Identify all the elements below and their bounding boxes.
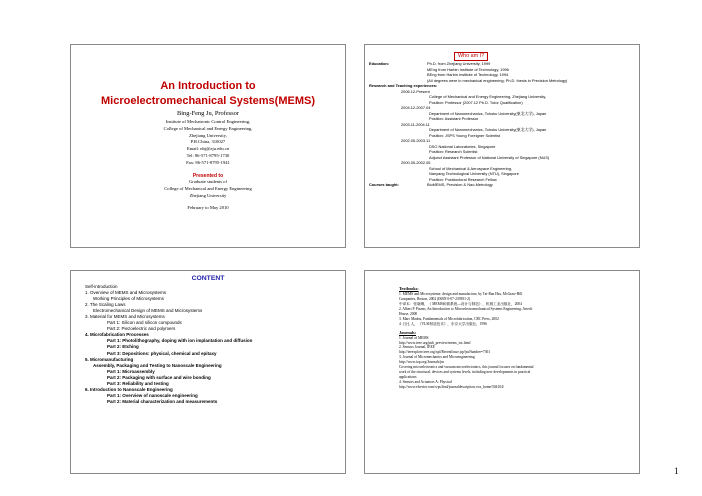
toc-item: Part 1: Silicon and silicon compounds [107, 320, 182, 326]
toc-item: Part 2: Etching [107, 344, 139, 350]
who-am-i-badge: Who am I? [454, 52, 488, 61]
period-detail: Position: Professor (2007.12 Ph.D. Tutor Qualification) [429, 99, 523, 105]
period-detail: DSO National Laboratories, Singapore [429, 143, 496, 149]
period: 2004.12-2007.04 [401, 105, 431, 110]
courses-label: Courses taught: [369, 182, 399, 187]
toc-item: Electromechanical Design of MEMS and Microsystems [93, 308, 203, 314]
slide-references [364, 270, 640, 474]
toc-item: 6. Introduction to Nanoscale Engineering [85, 386, 173, 392]
toc-item: Part 1: Microassembly [107, 368, 155, 374]
period-detail: Position: Assistant Professor [429, 116, 479, 121]
toc-item: Part 2: Piezoelectric and polymers [107, 326, 176, 332]
journal-item: 1. Journal of MEMS [399, 335, 429, 340]
period-detail: Position: JSPS Young Foreigner Scientist [429, 132, 501, 138]
journal-description: applications. [399, 375, 418, 380]
journal-url: http://www.iop.org/Journals/jm [399, 360, 445, 365]
toc-item: 2. The Scaling Laws [85, 302, 126, 308]
slide-content [70, 270, 346, 474]
period: 2002.05-2003.11 [401, 138, 431, 143]
date-line: February to May 2010 [187, 204, 229, 210]
cv-block [369, 61, 635, 188]
page-number: 1 [674, 466, 679, 476]
journals-heading: Journals: [399, 329, 416, 335]
journal-description: work of the structural, devices and systems levels, including new developments in practical [399, 370, 531, 375]
toc-item: 1. Overview of MEMS and Microsystems [85, 290, 167, 296]
author-name: Bing-Feng Ju, Professor [177, 110, 239, 117]
email-line: Email: nbj@zju.edu.cn [186, 146, 230, 152]
journal-item: 2. Sensors Journal, IEEE [399, 345, 435, 350]
journal-description: Covering microelectronics and vacuum microelectronics, this journal focuses on fundamental [399, 365, 534, 370]
presented-to-heading: Presented to [192, 172, 224, 179]
toc-list [85, 284, 341, 405]
period: 2006.12-Present [401, 88, 430, 94]
period: 2003.11-2004.11 [401, 121, 430, 127]
period-detail: Nanyang Technological University (NTU), Singapore [429, 171, 519, 176]
toc-item: Part 1: Photolithography, doping with ion implantation and diffusion [107, 338, 253, 344]
journal-url: http://www.elsevier.com/wps/find/journaldescription.cws_home/504104/ [399, 385, 504, 390]
toc-item: 3. Material for MEMS and Microsystems [85, 314, 165, 320]
fax-line: Fax: 86-571-8795-1941 [186, 159, 230, 165]
period-detail: Position: Postdoctoral Research Fellow [429, 176, 497, 182]
period-detail: Adjunct Assistant Professor of National University of Singapore (NUS) [429, 154, 550, 160]
education-note: (All degrees were in mechanical engineering; Ph.D. thesis in Precision Metrology) [427, 77, 568, 83]
textbooks-heading: Textbooks: [399, 286, 419, 291]
period-detail: Department of Nanomechanics, Tohoku University(東北大学), Japan [429, 110, 547, 116]
education-label: Education: [369, 61, 390, 66]
affiliation-line: P.R.China, 310027 [190, 139, 226, 145]
textbook-item: House, 2000 [399, 311, 418, 316]
textbook-item: 3. Marc Madou, Fundamentals of Microfabrication, CRC Press, 2002 [399, 316, 499, 321]
period-detail: Department of Nanomechanics, Tohoku University(東北大学), Japan [429, 127, 547, 132]
period: 2000.05-2002.05 [401, 160, 431, 165]
toc-item: Part 1: Overview of nanoscale engineering [107, 392, 198, 398]
presentation-title [71, 79, 345, 109]
textbook-item: 2. Albert P. Pisano, An Introduction to Microelectromechanical Systems Engineering, Artech [399, 306, 533, 311]
period-detail: School of Mechanical & Aerospace Engineering, [429, 165, 513, 171]
content-title: CONTENT [191, 275, 225, 282]
period-detail: Position: Research Scientist [429, 149, 478, 154]
journal-url: http://ieeexplore.ieee.org/xpl/RecentIssue.jsp?puNumber=7361 [399, 350, 491, 355]
toc-item: Part 2: Packaging with surface and wire bonding [107, 374, 211, 380]
toc-item: Part 3: Reliability and testing [107, 380, 169, 386]
toc-item: Part 3: Depositions: physical, chemical and epitaxy [107, 350, 217, 356]
journal-item: 4. Sensors and Actuators A: Physical [399, 380, 452, 385]
toc-item: 5. Micromanufacturing [85, 356, 134, 362]
toc-item: Assembly, Packaging and Testing to Nanoscale Engineering [93, 362, 222, 368]
slide-who-am-i [364, 44, 640, 248]
textbook-item: 1. MEMS and Microsystems: design and manufacture, by Tai-Ran Hsu, McGraw-Hill [399, 291, 523, 296]
journal-item: 3. Journal of Micromechanics and Microengineering [399, 355, 475, 360]
research-heading: Research and Teaching experiences: [369, 83, 438, 88]
phone-line: Tel: 86-571-8795-1730 [186, 152, 230, 158]
courses-row [369, 182, 635, 188]
audience-line: Graduate students of [188, 179, 227, 185]
title-line-1: An Introduction to [160, 80, 256, 92]
affiliation-line: Zhejiang University, [189, 132, 227, 138]
education-item: MEng from Harbin Institute of Technology, 1996 [427, 66, 509, 72]
textbook-item: Companies, Boston, 2002 (ISBN 0-07-239391-2) [399, 296, 471, 301]
affiliation-line: Institute of Mechatronic Control Engineering, [165, 119, 251, 124]
period-detail: College of Mechanical and Energy Engineering, Zhejiang University, [429, 94, 547, 99]
toc-item: 4. Microfabrication Processes [85, 332, 149, 338]
education-item: BEng from Harbin Institute of Technology, 1994 [427, 72, 509, 77]
journal-url: http://www.ieee.org/pub_preview/mems_toc.html [399, 340, 471, 345]
slide-title [70, 44, 346, 248]
audience-line: College of Mechanical and Energy Engineering [164, 186, 252, 192]
textbook-item: 4. 日比 人，《VLSI制造技术》，东京大学出版社，1996 [399, 321, 487, 326]
author-block [71, 109, 345, 212]
title-line-2: Microelectromechanical Systems(MEMS) [101, 95, 315, 107]
affiliation-line: College of Mechanical and Energy Engineering, [163, 125, 253, 131]
toc-item: Self-introduction [85, 284, 118, 289]
toc-item: Working Principles of Microsystems [93, 296, 164, 302]
toc-item: Part 2: Material characterization and measurements [107, 398, 218, 404]
education-item: Ph.D. from Zhejiang University, 1999 [427, 61, 491, 66]
textbook-item: 中译本：张晓琳，《 MEMS和微系统—设计与制造》，机械工业出版社，2004 [399, 301, 522, 306]
references-block [399, 287, 633, 390]
audience-line: Zhejiang University [189, 192, 227, 198]
courses-value: BioMEMS, Precision & Nao-Metrology [427, 182, 493, 187]
